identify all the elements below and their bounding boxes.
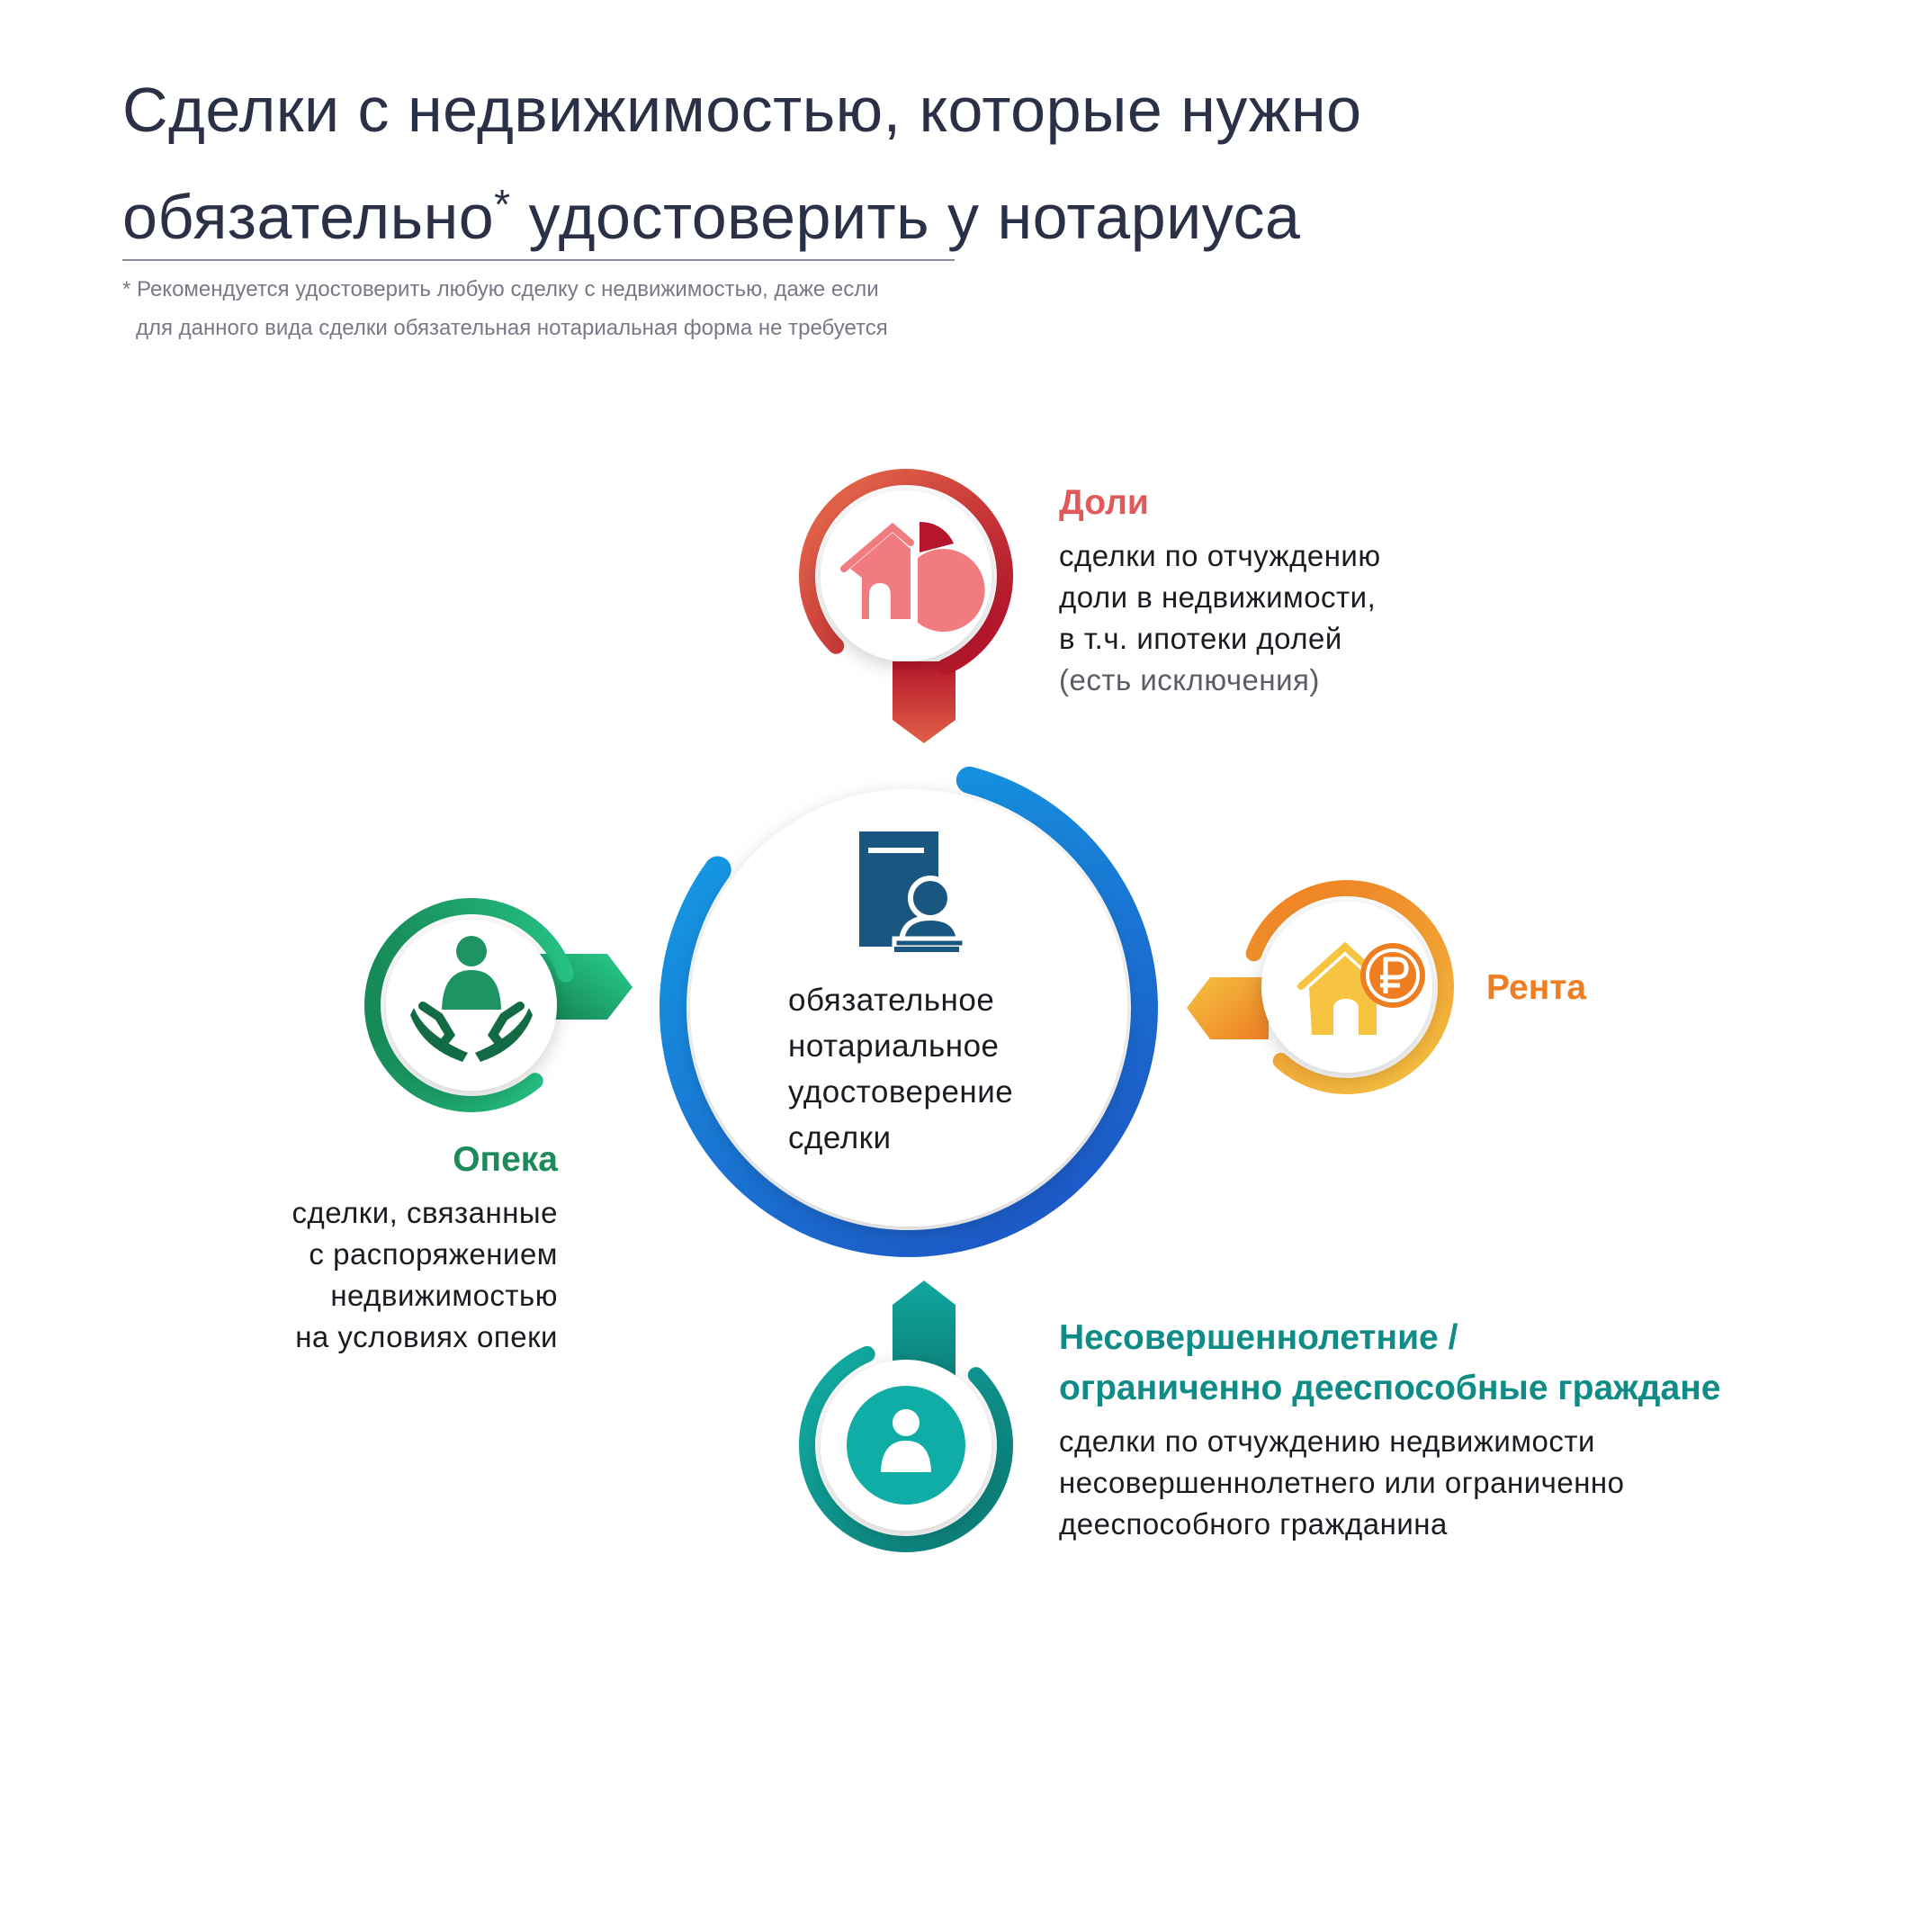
doli-line: доли в недвижимости,: [1059, 580, 1377, 614]
renta-heading: Рента: [1486, 968, 1587, 1007]
doli-description: [1059, 535, 1563, 701]
center-line: нотариальное: [788, 1029, 1000, 1064]
opeka-heading: Опека: [453, 1140, 558, 1179]
center-line: сделки: [788, 1120, 892, 1155]
opeka-text: [180, 1138, 558, 1358]
center-text: [788, 977, 1112, 1161]
title-line-2b: удостоверить у нотариуса: [510, 182, 1301, 252]
doli-text: [1059, 481, 1563, 701]
title-asterisk: *: [494, 181, 511, 228]
doli-note: (есть исключения): [1059, 663, 1320, 696]
connector-renta: [1187, 977, 1269, 1039]
opeka-line: сделки, связанные: [292, 1196, 558, 1229]
opeka-line: на условиях опеки: [295, 1320, 558, 1353]
person-icon: [847, 1386, 965, 1505]
minors-heading-2: ограниченно дееспособные граждане: [1059, 1369, 1721, 1407]
title-line-1: Сделки с недвижимостью, которые нужно: [122, 75, 1362, 145]
footnote-line-2: для данного вида сделки обязательная нотариальная форма не требуется: [136, 316, 888, 340]
center-line: удостоверение: [788, 1074, 1014, 1110]
minors-heading-1: Несовершеннолетние /: [1059, 1318, 1458, 1357]
minors-line: сделки по отчуждению недвижимости: [1059, 1424, 1595, 1458]
minors-line: дееспособного гражданина: [1059, 1507, 1448, 1541]
doli-line: в т.ч. ипотеки долей: [1059, 622, 1342, 655]
minors-description: [1059, 1421, 1779, 1545]
minors-line: несовершеннолетнего или ограниченно: [1059, 1466, 1625, 1499]
minors-text: [1059, 1316, 1779, 1545]
title-line-2a: обязательно: [122, 182, 495, 252]
footnote-line-1: * Рекомендуется удостоверить любую сделку с недвижимостью, даже если: [122, 277, 879, 301]
doli-heading: Доли: [1059, 483, 1149, 522]
opeka-description: [180, 1192, 558, 1358]
doli-line: сделки по отчуждению: [1059, 539, 1381, 572]
renta-text: [1486, 966, 1711, 1010]
opeka-line: недвижимостью: [330, 1279, 558, 1312]
center-line: обязательное: [788, 983, 995, 1018]
opeka-line: с распоряжением: [309, 1237, 558, 1271]
